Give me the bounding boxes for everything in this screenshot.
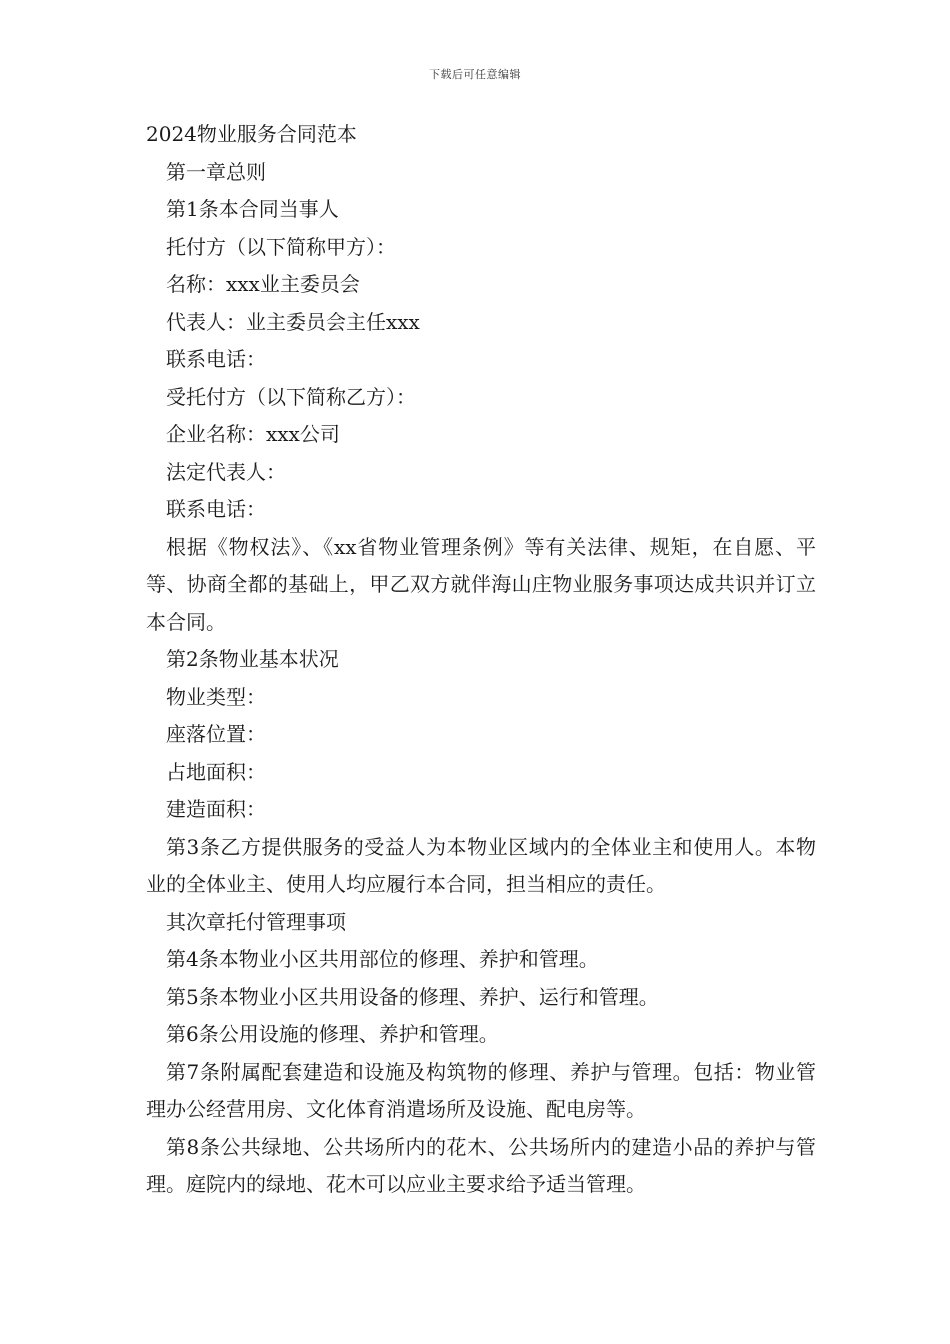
paragraph: 第6条公用设施的修理、养护和管理。 (166, 1022, 499, 1046)
paragraph: 企业名称：xxx公司 (166, 422, 340, 446)
paragraph: 第3条乙方提供服务的受益人为本物业区域内的全体业主和使用人。本物业的全体业主、使用人均应履行本合同，担当相应的责任。 (146, 834, 816, 896)
document-title: 2024物业服务合同范本 (146, 122, 357, 146)
paragraph: 占地面积： (166, 759, 266, 784)
paragraph: 受托付方（以下简称乙方）： (166, 384, 416, 409)
paragraph: 第5条本物业小区共用设备的修理、养护、运行和管理。 (166, 984, 659, 1009)
paragraph: 物业类型： (166, 684, 266, 709)
paragraph: 第2条物业基本状况 (166, 647, 339, 671)
paragraph: 名称：xxx业主委员会 (166, 272, 360, 296)
page-header-note: 下载后可任意编辑 (429, 68, 521, 81)
paragraph: 代表人：业主委员会主任xxx (166, 309, 420, 334)
paragraph: 托付方（以下简称甲方）： (166, 234, 396, 259)
paragraph: 第4条本物业小区共用部位的修理、养护和管理。 (166, 947, 599, 971)
paragraph: 建造面积： (166, 797, 266, 821)
paragraph: 法定代表人： (166, 459, 286, 484)
paragraph: 第一章总则 (166, 159, 266, 184)
paragraph: 联系电话： (166, 497, 266, 521)
paragraph: 第8条公共绿地、公共场所内的花木、公共场所内的建造小品的养护与管理。庭院内的绿地、花木可以应业主要求给予适当管理。 (146, 1134, 816, 1196)
paragraph: 联系电话： (166, 347, 266, 371)
paragraph: 第1条本合同当事人 (166, 197, 339, 221)
paragraph: 根据《物权法》、《xx省物业管理条例》等有关法律、规矩，在自愿、平等、协商全都的基础上，甲乙双方就伴海山庄物业服务事项达成共识并订立本合同。 (146, 534, 816, 634)
paragraph: 座落位置： (166, 722, 266, 746)
paragraph: 其次章托付管理事项 (166, 909, 346, 934)
document-body (146, 116, 816, 1204)
paragraph: 第7条附属配套建造和设施及构筑物的修理、养护与管理。包括：物业管理办公经营用房、文化体育消遣场所及设施、配电房等。 (146, 1059, 816, 1121)
